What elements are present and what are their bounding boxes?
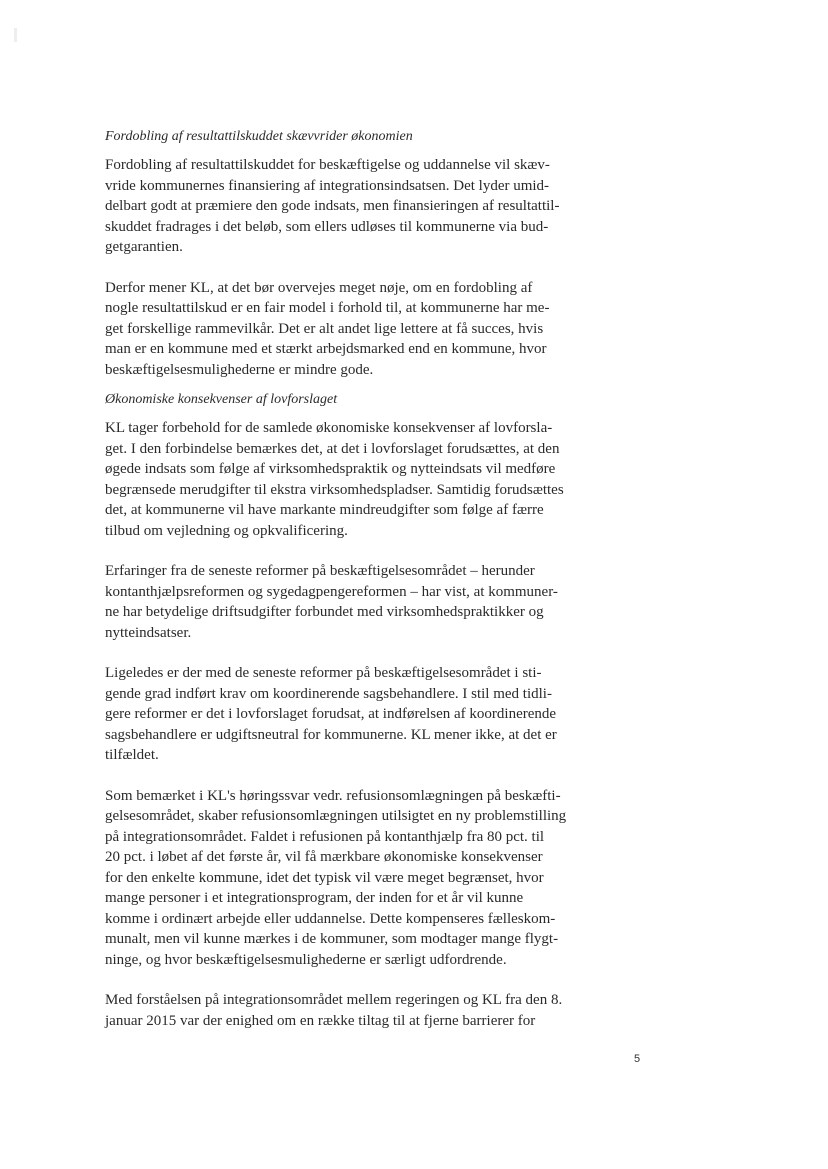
text-line: Med forståelsen på integrationsområdet mellem regeringen og KL fra den 8. bbox=[105, 992, 563, 1008]
text-line: på integrationsområdet. Faldet i refusionen på kontanthjælp fra 80 pct. til bbox=[105, 828, 545, 845]
text-line: KL tager forbehold for de samlede økonomiske konsekvenser af lovforsla- bbox=[105, 420, 553, 436]
text-line: mange personer i et integrationsprogram, der inden for et år vil kunne bbox=[105, 890, 524, 906]
text-line: tilfældet. bbox=[105, 747, 159, 763]
section-resultattilskud bbox=[105, 127, 605, 380]
section-oekonomiske-konsekvenser bbox=[105, 390, 605, 1031]
text-line: get. I den forbindelse bemærkes det, at det i lovforslaget forudsættes, at den bbox=[105, 440, 560, 457]
paragraph bbox=[105, 786, 605, 971]
text-line: begrænsede merudgifter til ekstra virksomhedspladser. Samtidig forudsættes bbox=[105, 481, 564, 498]
text-line: Som bemærket i KL's høringssvar vedr. refusionsomlægningen på beskæfti- bbox=[105, 787, 561, 804]
text-line: Erfaringer fra de seneste reformer på beskæftigelsesområdet – herunder bbox=[105, 563, 535, 579]
text-line: komme i ordinært arbejde eller uddannelse. Dette kompenseres fælleskom- bbox=[105, 910, 556, 927]
scan-artifact bbox=[14, 28, 17, 42]
text-line: get forskellige rammevilkår. Det er alt andet lige lettere at få succes, hvis bbox=[105, 320, 544, 337]
text-line: gende grad indført krav om koordinerende sagsbehandlere. I stil med tidli- bbox=[105, 685, 552, 702]
text-line: delbart godt at præmiere den gode indsats, men finansieringen af resultattil- bbox=[105, 198, 560, 214]
text-line: nytteindsatser. bbox=[105, 624, 192, 641]
text-line: gere reformer er det i lovforslaget forudsat, at indførelsen af koordinerende bbox=[105, 706, 557, 722]
text-line: nogle resultattilskud er en fair model i forhold til, at kommunerne har me- bbox=[105, 300, 550, 316]
text-line: kontanthjælpsreformen og sygedagpengereformen – har vist, at kommuner- bbox=[105, 583, 558, 600]
text-line: vride kommunernes finansiering af integrationsindsatsen. Det lyder umid- bbox=[105, 177, 550, 194]
paragraph bbox=[105, 155, 605, 258]
text-line: øgede indsats som følge af virksomhedspraktik og nytteindsats vil medføre bbox=[105, 461, 556, 477]
paragraph bbox=[105, 418, 605, 541]
section-heading: Økonomiske konsekvenser af lovforslaget bbox=[105, 392, 338, 407]
text-line: ne har betydelige driftsudgifter forbundet med virksomhedspraktikker og bbox=[105, 604, 544, 620]
page-number: 5 bbox=[634, 1053, 641, 1065]
text-line: januar 2015 var der enighed om en række tiltag til at fjerne barrierer for bbox=[105, 1012, 536, 1029]
text-line: for den enkelte kommune, idet det typisk vil være meget begrænset, hvor bbox=[105, 869, 544, 886]
paragraph bbox=[105, 990, 605, 1031]
text-line: Ligeledes er der med de seneste reformer på beskæftigelsesområdet i sti- bbox=[105, 665, 542, 681]
text-line: getgarantien. bbox=[105, 239, 183, 255]
paragraph bbox=[105, 561, 605, 643]
text-line: sagsbehandlere er udgiftsneutral for kommunerne. KL mener ikke, at det er bbox=[105, 726, 557, 743]
text-line: Derfor mener KL, at det bør overvejes meget nøje, om en fordobling af bbox=[105, 279, 533, 296]
text-line: skuddet fradrages i det beløb, som ellers udløses til kommunerne via bud- bbox=[105, 218, 549, 235]
text-line: beskæftigelsesmulighederne er mindre gode. bbox=[105, 361, 374, 378]
text-line: 20 pct. i løbet af det første år, vil få mærkbare økonomiske konsekvenser bbox=[105, 849, 543, 865]
paragraph bbox=[105, 663, 605, 766]
text-line: tilbud om vejledning og opkvalificering. bbox=[105, 522, 348, 539]
text-line: Fordobling af resultattilskuddet for beskæftigelse og uddannelse vil skæv- bbox=[105, 157, 550, 173]
text-line: ninge, og hvor beskæftigelsesmulighederne er særligt udfordrende. bbox=[105, 951, 507, 968]
paragraph bbox=[105, 278, 605, 381]
document-body bbox=[105, 127, 605, 1051]
section-heading: Fordobling af resultattilskuddet skævvrider økonomien bbox=[105, 129, 413, 144]
text-line: gelsesområdet, skaber refusionsomlægningen utilsigtet en ny problemstilling bbox=[105, 808, 567, 824]
text-line: det, at kommunerne vil have markante mindreudgifter som følge af færre bbox=[105, 502, 544, 518]
text-line: man er en kommune med et stærkt arbejdsmarked end en kommune, hvor bbox=[105, 341, 547, 357]
text-line: munalt, men vil kunne mærkes i de kommuner, som modtager mange flygt- bbox=[105, 931, 559, 947]
